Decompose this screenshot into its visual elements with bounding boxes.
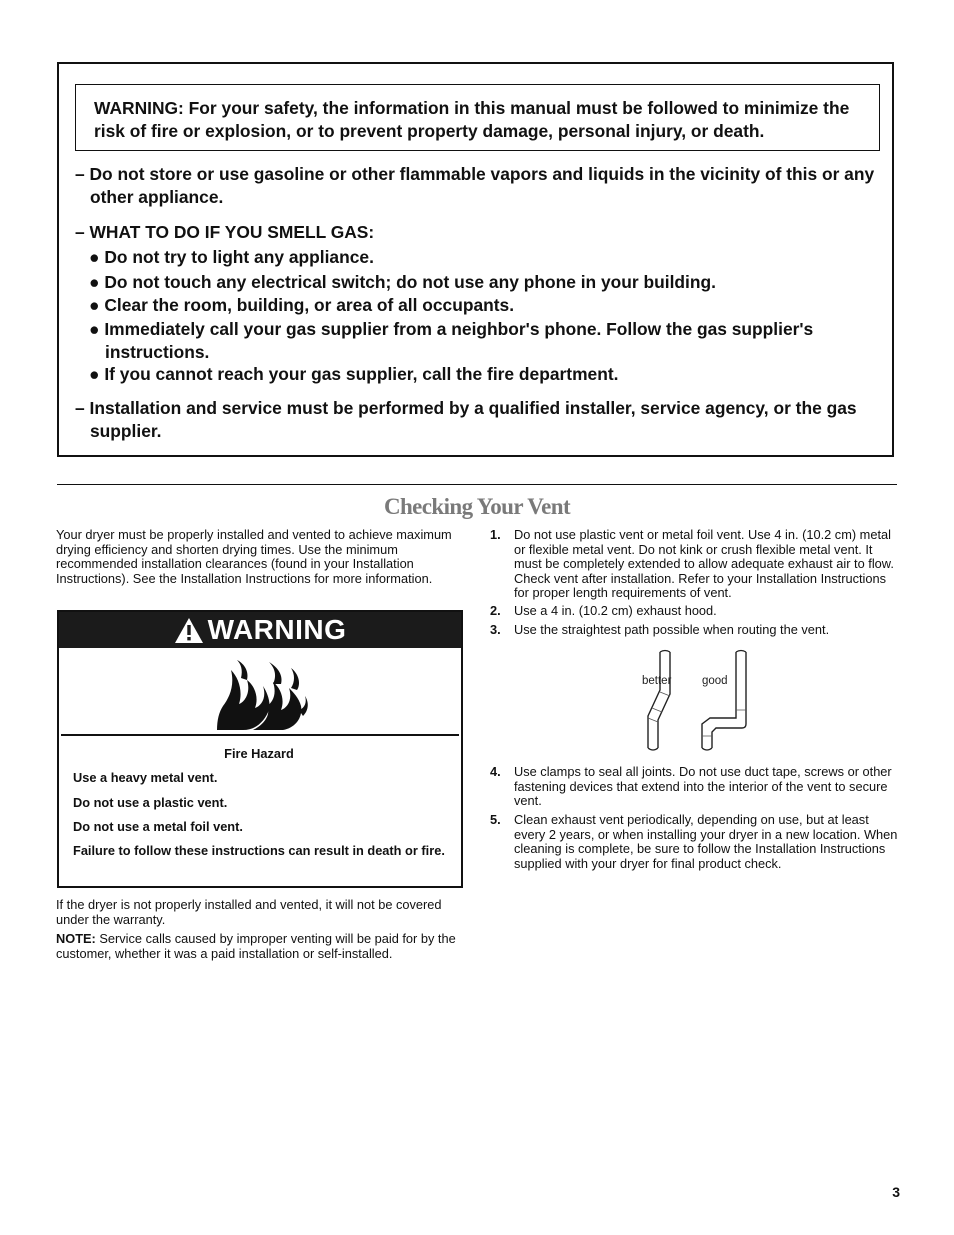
- step-text: Use a 4 in. (10.2 cm) exhaust hood.: [514, 603, 717, 618]
- warning-header: [59, 612, 461, 648]
- safety-warning-statement: WARNING: For your safety, the information in this manual must be followed to minimize the risk of fire or explosion, or to prevent property damage, personal injury, or death.: [75, 84, 880, 151]
- safety-warning-box: [57, 62, 894, 457]
- smell-gas-bullet: ● Immediately call your gas supplier from a neighbor's phone. Follow the gas supplier's instructions.: [89, 319, 814, 362]
- step-text: Use the straightest path possible when routing the vent.: [514, 622, 830, 637]
- flame-pictogram-area: [61, 650, 459, 736]
- page-number: 3: [892, 1184, 900, 1200]
- step-text: Do not use plastic vent or metal foil vent. Use 4 in. (10.2 cm) metal or flexible metal vent. Do not kink or crush flexible metal vent. It must be completely extended to allow adequate exhaust air to flow. Check vent after installation. Refer to your Installation Instructions for proper length requirements of vent.: [514, 527, 894, 601]
- note-paragraph: [56, 932, 461, 961]
- smell-gas-bullet: ● Do not touch any electrical switch; do not use any phone in your building.: [89, 272, 716, 292]
- warranty-paragraph: If the dryer is not properly installed and vented, it will not be covered under the warranty.: [56, 897, 442, 927]
- vent-good-icon: [702, 652, 746, 748]
- step-number: 1.: [490, 527, 501, 542]
- step-text: Use clamps to seal all joints. Do not use duct tape, screws or other fastening devices that extend into the interior of the vent to secure vent.: [514, 764, 892, 809]
- warning-triangle-icon: [174, 617, 204, 644]
- fire-hazard-warning-panel: [57, 610, 463, 888]
- warning-line: Do not use a plastic vent.: [73, 795, 228, 810]
- step-text: Clean exhaust vent periodically, depending on use, but at least every 2 years, or when installing your dryer in a new location. When cleaning is complete, be sure to follow the Installation Instructions supplied with your dryer for final product check.: [514, 812, 898, 871]
- smell-gas-heading: – WHAT TO DO IF YOU SMELL GAS:: [75, 222, 375, 242]
- section-divider: [57, 484, 897, 485]
- hazard-title: Fire Hazard: [224, 746, 294, 761]
- step-number: 5.: [490, 812, 501, 827]
- safety-item-installation: – Installation and service must be performed by a qualified installer, service agency, or the gas supplier.: [75, 398, 857, 441]
- diagram-label-good: good: [702, 675, 728, 687]
- smell-gas-bullet: ● If you cannot reach your gas supplier, call the fire department.: [89, 364, 619, 384]
- diagram-label-better: better: [642, 675, 672, 687]
- warning-label: WARNING: [207, 614, 347, 645]
- safety-item-flammables: – Do not store or use gasoline or other flammable vapors and liquids in the vicinity of this or any other appliance.: [75, 164, 875, 207]
- section-title: Checking Your Vent: [383, 494, 571, 519]
- warning-line: Do not use a metal foil vent.: [73, 819, 243, 834]
- vent-better-icon: [648, 652, 670, 748]
- intro-paragraph: Your dryer must be properly installed and vented to achieve maximum drying efficiency and shorten drying times. Use the minimum recommended installation clearances (found in your Installation Instructions). See the Installation Instructions for more information.: [56, 527, 452, 586]
- vent-routing-diagram: [630, 648, 770, 754]
- smell-gas-bullet: ● Do not try to light any appliance.: [89, 247, 374, 267]
- note-text: Service calls caused by improper venting will be paid for by the customer, whether it was a paid installation or self-installed.: [56, 931, 456, 961]
- warning-line: Failure to follow these instructions can result in death or fire.: [73, 843, 445, 858]
- step-number: 3.: [490, 622, 501, 637]
- step-number: 2.: [490, 603, 501, 618]
- smell-gas-bullet: ● Clear the room, building, or area of all occupants.: [89, 295, 515, 315]
- fire-icon: [213, 658, 309, 730]
- note-label: NOTE:: [56, 931, 96, 946]
- warning-line: Use a heavy metal vent.: [73, 770, 218, 785]
- step-number: 4.: [490, 764, 501, 779]
